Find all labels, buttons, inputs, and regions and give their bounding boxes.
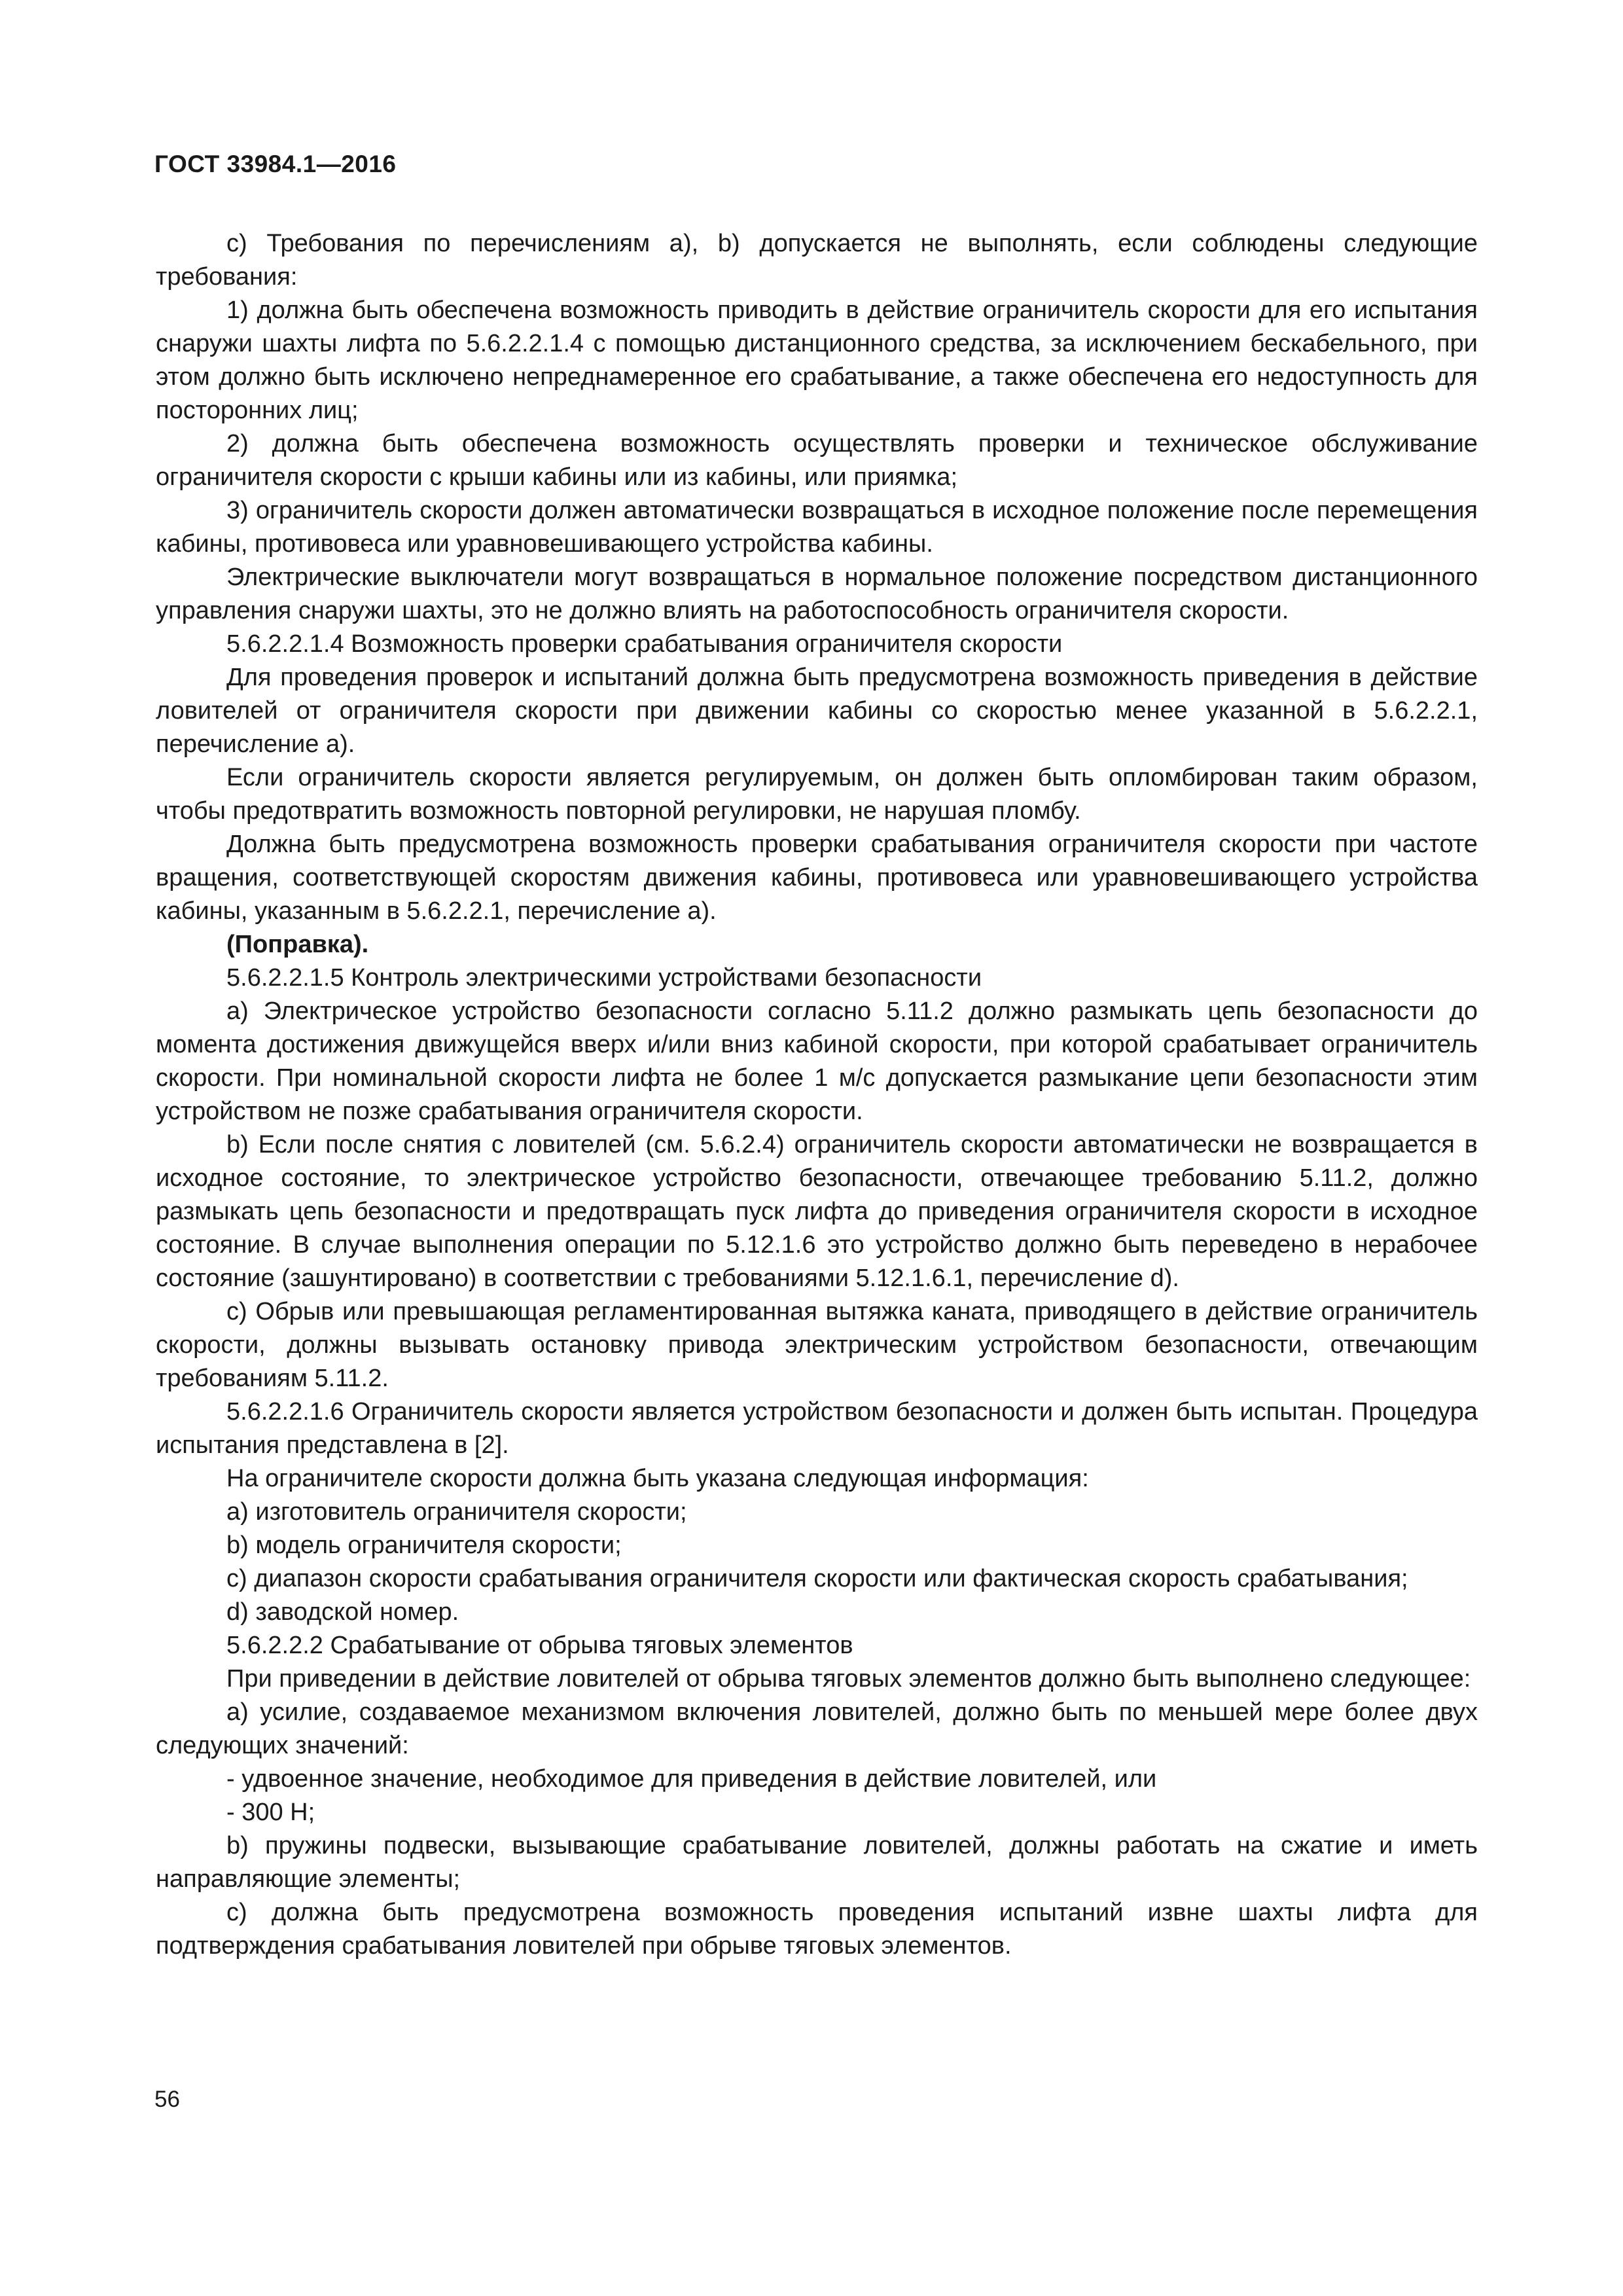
paragraph-item-c-rope-break: с) Обрыв или превышающая регламентированная вытяжка каната, приводящего в действие ограничитель скорости, должны вызывать остановку привода электрическим устройством безопасности, отвечающим требованиям 5.11.2. [156, 1298, 1478, 1392]
paragraph-adjustable: Если ограничитель скорости является регулируемым, он должен быть опломбирован таким образом, чтобы предотвратить возможность повторной регулировки, не нарушая пломбу. [156, 764, 1478, 825]
paragraph-item-1: 1) должна быть обеспечена возможность приводить в действие ограничитель скорости для его испытания снаружи шахты лифта по 5.6.2.2.1.4 с помощью дистанционного средства, за исключением бескабельного, при этом должно быть исключено непреднамеренное его срабатывание, а также обеспечена его недоступность для посторонних лиц; [156, 296, 1478, 424]
list-item-external-test: с) должна быть предусмотрена возможность проведения испытаний извне шахты лифта для подтверждения срабатывания ловителей при обрыве тяговых элементов. [156, 1899, 1478, 1960]
amendment-note: (Поправка). [226, 931, 369, 958]
section-heading-5-6-2-2-2: 5.6.2.2.2 Срабатывание от обрыва тяговых элементов [226, 1632, 853, 1659]
paragraph-item-b-reset: b) Если после снятия с ловителей (см. 5.6.2.4) ограничитель скорости автоматически не возвращается в исходное состояние, то электрическое устройство безопасности, отвечающее требованию 5.11.2, должно размыкать цепь безопасности и предотвращать пуск лифта до приведения ограничителя скорости в исходное состояние. В случае выполнения операции по 5.12.1.6 это устройство должно быть переведено в нерабочее состояние (зашунтировано) в соответствии с требованиями 5.12.1.6.1, перечисление d). [156, 1131, 1478, 1292]
list-item-serial-number: d) заводской номер. [226, 1598, 459, 1626]
list-item-manufacturer: а) изготовитель ограничителя скорости; [226, 1498, 687, 1526]
dash-item-double-value: - удвоенное значение, необходимое для приведения в действие ловителей, или [226, 1765, 1157, 1793]
page-number: 56 [154, 2087, 180, 2112]
paragraph-item-3: 3) ограничитель скорости должен автоматически возвращаться в исходное положение после перемещения кабины, противовеса или уравновешивающего устройства кабины. [156, 497, 1478, 558]
section-heading-5-6-2-2-1-6: 5.6.2.2.1.6 Ограничитель скорости является устройством безопасности и должен быть испытан. Процедура испытания представлена в [2]. [156, 1398, 1478, 1459]
list-item-springs: b) пружины подвески, вызывающие срабатывание ловителей, должны работать на сжатие и иметь направляющие элементы; [156, 1832, 1478, 1893]
standard-header: ГОСТ 33984.1—2016 [154, 151, 397, 177]
section-heading-5-6-2-2-1-5: 5.6.2.2.1.5 Контроль электрическими устройствами безопасности [226, 964, 982, 992]
list-item-force: а) усилие, создаваемое механизмом включения ловителей, должно быть по меньшей мере более двух следующих значений: [156, 1698, 1478, 1759]
paragraph-item-a-safety-device: а) Электрическое устройство безопасности согласно 5.11.2 должно размыкать цепь безопасности до момента достижения движущейся вверх и/или вниз кабиной скорости, при которой срабатывает ограничитель скорости. При номинальной скорости лифта не более 1 м/с допускается размыкание цепи безопасности этим устройством не позже срабатывания ограничителя скорости. [156, 997, 1478, 1125]
paragraph-checks-tests: Для проведения проверок и испытаний должна быть предусмотрена возможность приведения в действие ловителей от ограничителя скорости при движении кабины со скоростью менее указанной в 5.6.2.2.1, перечисление а). [156, 664, 1478, 758]
list-item-model: b) модель ограничителя скорости; [226, 1532, 622, 1559]
document-body [156, 227, 1478, 1963]
paragraph-traction-break: При приведении в действие ловителей от обрыва тяговых элементов должно быть выполнено следующее: [226, 1665, 1471, 1693]
paragraph-rotation-check: Должна быть предусмотрена возможность проверки срабатывания ограничителя скорости при частоте вращения, соответствующей скоростям движения кабины, противовеса или уравновешивающего устройства кабины, указанным в 5.6.2.2.1, перечисление а). [156, 831, 1478, 925]
section-heading-5-6-2-2-1-4: 5.6.2.2.1.4 Возможность проверки срабатывания ограничителя скорости [226, 630, 1063, 658]
list-item-speed-range: с) диапазон скорости срабатывания ограничителя скорости или фактическая скорость срабатывания; [226, 1565, 1408, 1592]
paragraph-c-requirements: с) Требования по перечислениям а), b) допускается не выполнять, если соблюдены следующие требования: [156, 230, 1478, 291]
paragraph-marking-intro: На ограничителе скорости должна быть указана следующая информация: [226, 1465, 1089, 1492]
paragraph-electric-switches: Электрические выключатели могут возвращаться в нормальное положение посредством дистанционного управления снаружи шахты, это не должно влиять на работоспособность ограничителя скорости. [156, 564, 1478, 624]
dash-item-300n: - 300 Н; [226, 1799, 315, 1826]
paragraph-item-2: 2) должна быть обеспечена возможность осуществлять проверки и техническое обслуживание ограничителя скорости с крыши кабины или из кабины, или приямка; [156, 430, 1478, 491]
